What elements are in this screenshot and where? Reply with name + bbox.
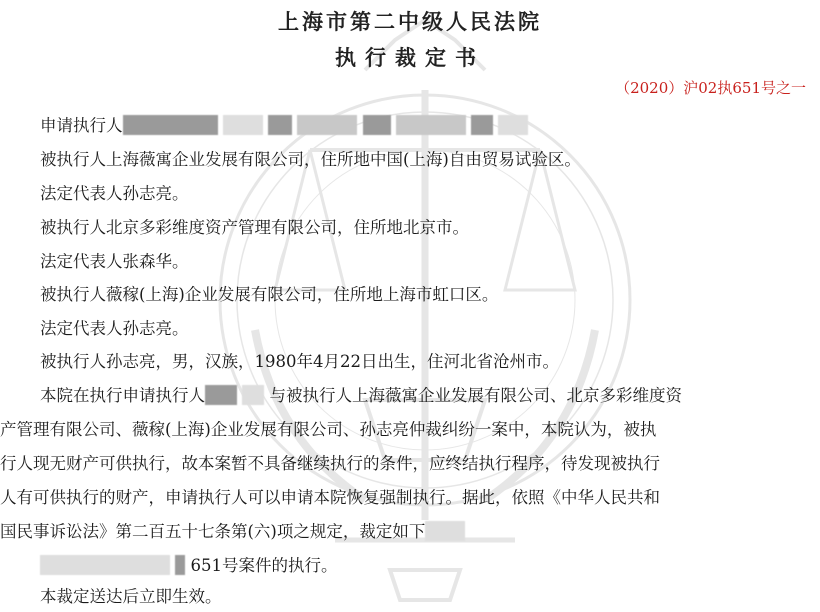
- effective-line: 本裁定送达后立即生效。: [40, 587, 222, 606]
- redaction-block: [175, 555, 185, 575]
- redaction-block: [223, 115, 263, 135]
- redaction-block: [297, 115, 357, 135]
- applicant-line: [40, 112, 528, 136]
- party-line: 法定代表人孙志亮。: [40, 184, 189, 203]
- applicant-label: 申请执行人: [40, 116, 123, 135]
- body-line: 本院在执行申请执行人 与被执行人上海薇寓企业发展有限公司、北京多彩维度资: [40, 386, 682, 405]
- redaction-block: [268, 115, 292, 135]
- party-line: 被执行人北京多彩维度资产管理有限公司，住所地北京市。: [40, 218, 469, 237]
- party-line: 法定代表人孙志亮。: [40, 319, 189, 338]
- redaction-block: [123, 115, 218, 135]
- case-number: （2020）沪02执651号之一: [615, 79, 806, 97]
- redaction-block: [425, 521, 465, 541]
- redaction-block: [40, 555, 170, 575]
- redaction-block: [471, 115, 493, 135]
- court-name: 上海市第二中级人民法院: [278, 9, 542, 34]
- body-line: 国民事诉讼法》第二百五十七条第(六)项之规定，裁定如下: [0, 518, 465, 542]
- redaction-block: [396, 115, 466, 135]
- document-type: 执行裁定书: [335, 45, 485, 70]
- ruling-line: 651号案件的执行。: [40, 552, 338, 576]
- party-line: 被执行人上海薇寓企业发展有限公司，住所地中国(上海)自由贸易试验区。: [40, 150, 581, 169]
- party-line: 被执行人孙志亮，男，汉族，1980年4月22日出生，住河北省沧州市。: [40, 352, 559, 371]
- body-line: 行人现无财产可供执行，故本案暂不具备继续执行的条件，应终结执行程序，待发现被执行: [0, 454, 660, 473]
- redaction-block: [205, 385, 237, 405]
- party-line: 被执行人薇稼(上海)企业发展有限公司，住所地上海市虹口区。: [40, 285, 499, 304]
- redaction-block: [242, 385, 264, 405]
- redaction-block: [363, 115, 391, 135]
- body-line: 产管理有限公司、薇稼(上海)企业发展有限公司、孙志亮仲裁纠纷一案中，本院认为，被执: [0, 420, 657, 439]
- redaction-block: [498, 115, 528, 135]
- party-line: 法定代表人张森华。: [40, 252, 189, 271]
- body-line: 人有可供执行的财产，申请执行人可以申请本院恢复强制执行。据此，依照《中华人民共和: [0, 488, 660, 507]
